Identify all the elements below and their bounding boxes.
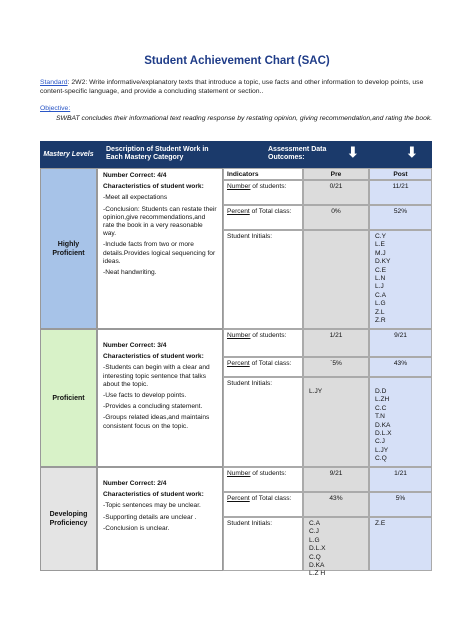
list-item: L.G	[375, 300, 386, 308]
list-item: -Conclusion: Students can restate their opinion,give recommendations,and rate the book in a very reasonable way.	[103, 205, 217, 238]
description-highly-proficient	[97, 168, 223, 329]
pre-initials	[303, 377, 369, 467]
post-initials	[369, 377, 432, 467]
list-item: C.A	[375, 291, 386, 299]
list-item: C.C	[375, 404, 387, 412]
list-item: -Students can begin with a clear and interesting topic sentence that talks about the topic.	[103, 364, 210, 388]
list-item: L.E	[375, 241, 385, 249]
standard-body: : 2W2: Write informative/explanatory texts that introduce a topic, use facts and other information to develop points, use content-specific language, and provide a concluding statement or section..	[40, 79, 424, 95]
pre-percent: 43%	[303, 492, 369, 517]
page-title: Student Achievement Chart (SAC)	[144, 55, 330, 67]
indicator-number: Number of students:	[223, 180, 303, 205]
indicator-number: Number of students:	[223, 329, 303, 357]
list-item: Z.E	[375, 520, 386, 527]
description-developing-proficiency	[97, 467, 223, 571]
standard-label[interactable]: Standard	[40, 79, 68, 86]
list-item: C.J	[309, 528, 319, 536]
characteristics-heading: Characteristics of student work:	[103, 491, 204, 499]
list-item: -Supporting details are unclear .	[103, 513, 197, 521]
achievement-chart	[40, 141, 432, 578]
indicator-initials: Student Initials:	[223, 517, 303, 571]
list-item: C.A	[309, 520, 320, 527]
indicator-percent: Percent of Total class:	[223, 205, 303, 230]
post-percent: 52%	[369, 205, 432, 230]
list-item: -Conclusion is unclear.	[103, 524, 170, 532]
post-number: 11/21	[369, 180, 432, 205]
list-item: T.N	[375, 413, 385, 421]
header-pre: Pre	[303, 168, 369, 180]
post-percent: 5%	[369, 492, 432, 517]
header-assessment-label: Assessment Data Outcomes:	[268, 146, 327, 161]
list-item: Z.R	[375, 317, 386, 325]
list-item: L.N	[375, 275, 386, 283]
indicator-percent: Percent of Total class:	[223, 357, 303, 377]
list-item: L.ZH	[375, 396, 390, 404]
list-item: D.KA	[375, 421, 391, 429]
list-item: L.JY	[309, 388, 323, 395]
list-item: L.J	[375, 283, 384, 291]
down-arrow-icon: ⬇	[406, 144, 418, 160]
list-item: Z.L	[375, 308, 385, 316]
indicator-initials: Student Initials:	[223, 230, 303, 329]
post-initials	[369, 517, 432, 571]
post-number: 1/21	[369, 467, 432, 492]
post-initials	[369, 230, 432, 329]
list-item: D.L.X	[375, 430, 392, 438]
objective-body: SWBAT concludes their informational text reading response by restating opinion, giving recommendation,and rating the book.	[56, 115, 433, 122]
standard-text	[40, 78, 440, 96]
level-developing-proficiency: Developing Proficiency	[40, 467, 97, 571]
header-indicators: Indicators	[223, 168, 303, 180]
characteristics-heading: Characteristics of student work:	[103, 353, 204, 361]
post-percent: 43%	[369, 357, 432, 377]
list-item: -Groups related ideas,and maintains consistent focus on the topic.	[103, 414, 210, 430]
pre-number: 0/21	[303, 180, 369, 205]
list-item: -Topic sentences may be unclear.	[103, 502, 201, 510]
list-item: -Neat handwriting.	[103, 269, 157, 277]
objective-label[interactable]: Objective:	[40, 105, 71, 112]
pre-number: 1/21	[303, 329, 369, 357]
list-item: -Meet all expectations	[103, 194, 168, 202]
down-arrow-icon: ⬇	[347, 144, 359, 160]
post-number: 9/21	[369, 329, 432, 357]
list-item: D.L.X	[309, 545, 326, 553]
pre-percent: 0%	[303, 205, 369, 230]
pre-percent: `5%	[303, 357, 369, 377]
number-correct: Number Correct: 2/4	[103, 480, 167, 487]
list-item: M.J	[375, 249, 386, 257]
header-description: Description of Student Work in Each Mastery Category	[97, 141, 223, 168]
pre-initials	[303, 517, 369, 578]
list-item: D.KY	[375, 258, 391, 266]
header-mastery-levels: Mastery Levels	[40, 141, 97, 168]
objective-text	[40, 104, 440, 123]
list-item: D.D	[375, 388, 387, 395]
characteristics-heading: Characteristics of student work:	[103, 183, 204, 191]
list-item: D.KA	[309, 562, 325, 570]
list-item: C.J	[375, 438, 385, 446]
list-item: -Provides a concluding statement.	[103, 403, 203, 411]
pre-initials	[303, 230, 369, 329]
list-item: L.JY	[375, 446, 389, 454]
indicator-number: Number of students:	[223, 467, 303, 492]
description-proficient	[97, 329, 223, 467]
indicator-percent: Percent of Total class:	[223, 492, 303, 517]
list-item: L.Z H	[309, 570, 326, 578]
list-item: C.Q	[375, 455, 387, 463]
number-correct: Number Correct: 4/4	[103, 172, 167, 179]
level-proficient: Proficient	[40, 329, 97, 467]
list-item: C.E	[375, 266, 386, 274]
list-item: -Use facts to develop points.	[103, 392, 187, 400]
pre-number: 9/21	[303, 467, 369, 492]
list-item: C.Q	[309, 553, 321, 561]
list-item: C.Y	[375, 233, 386, 240]
indicator-initials: Student Initials:	[223, 377, 303, 467]
list-item: -Include facts from two or more details.Provides logical sequencing for ideas.	[103, 241, 216, 265]
number-correct: Number Correct: 3/4	[103, 342, 167, 349]
level-highly-proficient: Highly Proficient	[40, 168, 97, 329]
list-item: L.G	[309, 536, 320, 544]
header-post: Post	[369, 168, 432, 180]
header-assessment	[223, 141, 432, 168]
